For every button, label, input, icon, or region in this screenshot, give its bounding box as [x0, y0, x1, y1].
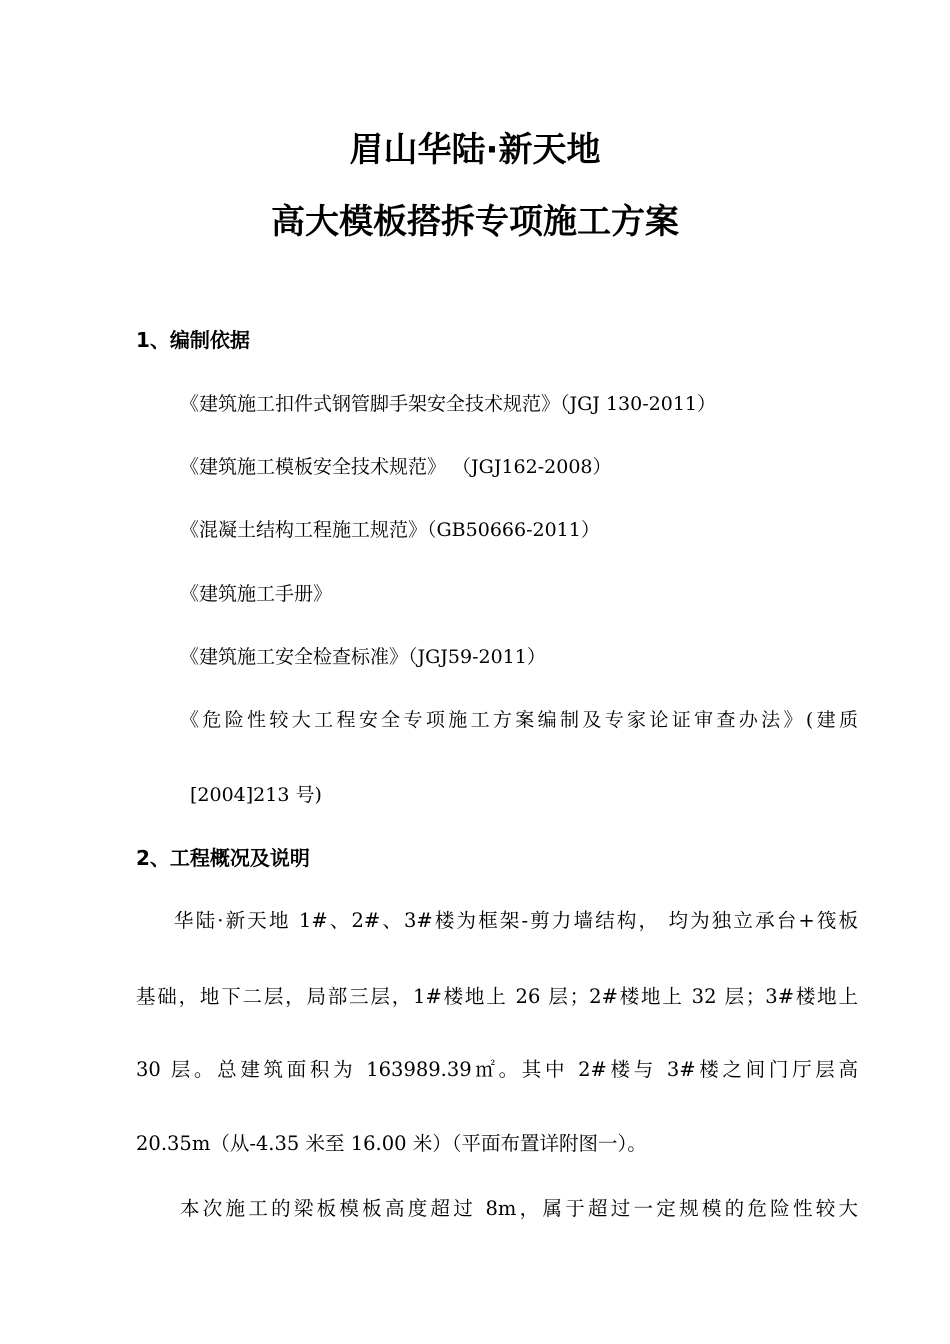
reference-item: 《建筑施工扣件式钢管脚手架安全技术规范》（JGJ 130-2011）: [180, 393, 716, 415]
overview-paragraph-line: 基础，地下二层，局部三层，1#楼地上 26 层；2#楼地上 32 层；3#楼地上: [136, 985, 858, 1008]
scope-paragraph-line: 本次施工的梁板模板高度超过 8m，属于超过一定规模的危险性较大: [180, 1197, 858, 1220]
overview-paragraph-line: 20.35m（从-4.35 米至 16.00 米）（平面布置详附图一）。: [136, 1132, 647, 1155]
document-title-line1: 眉山华陆·新天地: [349, 130, 601, 170]
reference-item-continued: [2004]213 号): [190, 784, 322, 806]
reference-item: 《建筑施工模板安全技术规范》 （JGJ162-2008）: [180, 456, 612, 478]
document-title-line2: 高大模板搭拆专项施工方案: [271, 202, 679, 242]
overview-paragraph-line: 华陆·新天地 1#、2#、3#楼为框架-剪力墙结构， 均为独立承台+筏板: [174, 909, 858, 932]
reference-item: 《建筑施工安全检查标准》（JGJ59-2011）: [180, 646, 546, 668]
reference-item: 《建筑施工手册》: [180, 583, 333, 605]
section-heading-overview: 2、工程概况及说明: [136, 846, 310, 870]
reference-item: 《危险性较大工程安全专项施工方案编制及专家论证审查办法》(建质: [180, 709, 858, 731]
overview-paragraph-line: 30 层。总建筑面积为 163989.39㎡。其中 2#楼与 3#楼之间门厅层高: [136, 1058, 858, 1081]
reference-item: 《混凝土结构工程施工规范》（GB50666-2011）: [180, 519, 600, 541]
section-heading-basis: 1、编制依据: [136, 328, 250, 352]
